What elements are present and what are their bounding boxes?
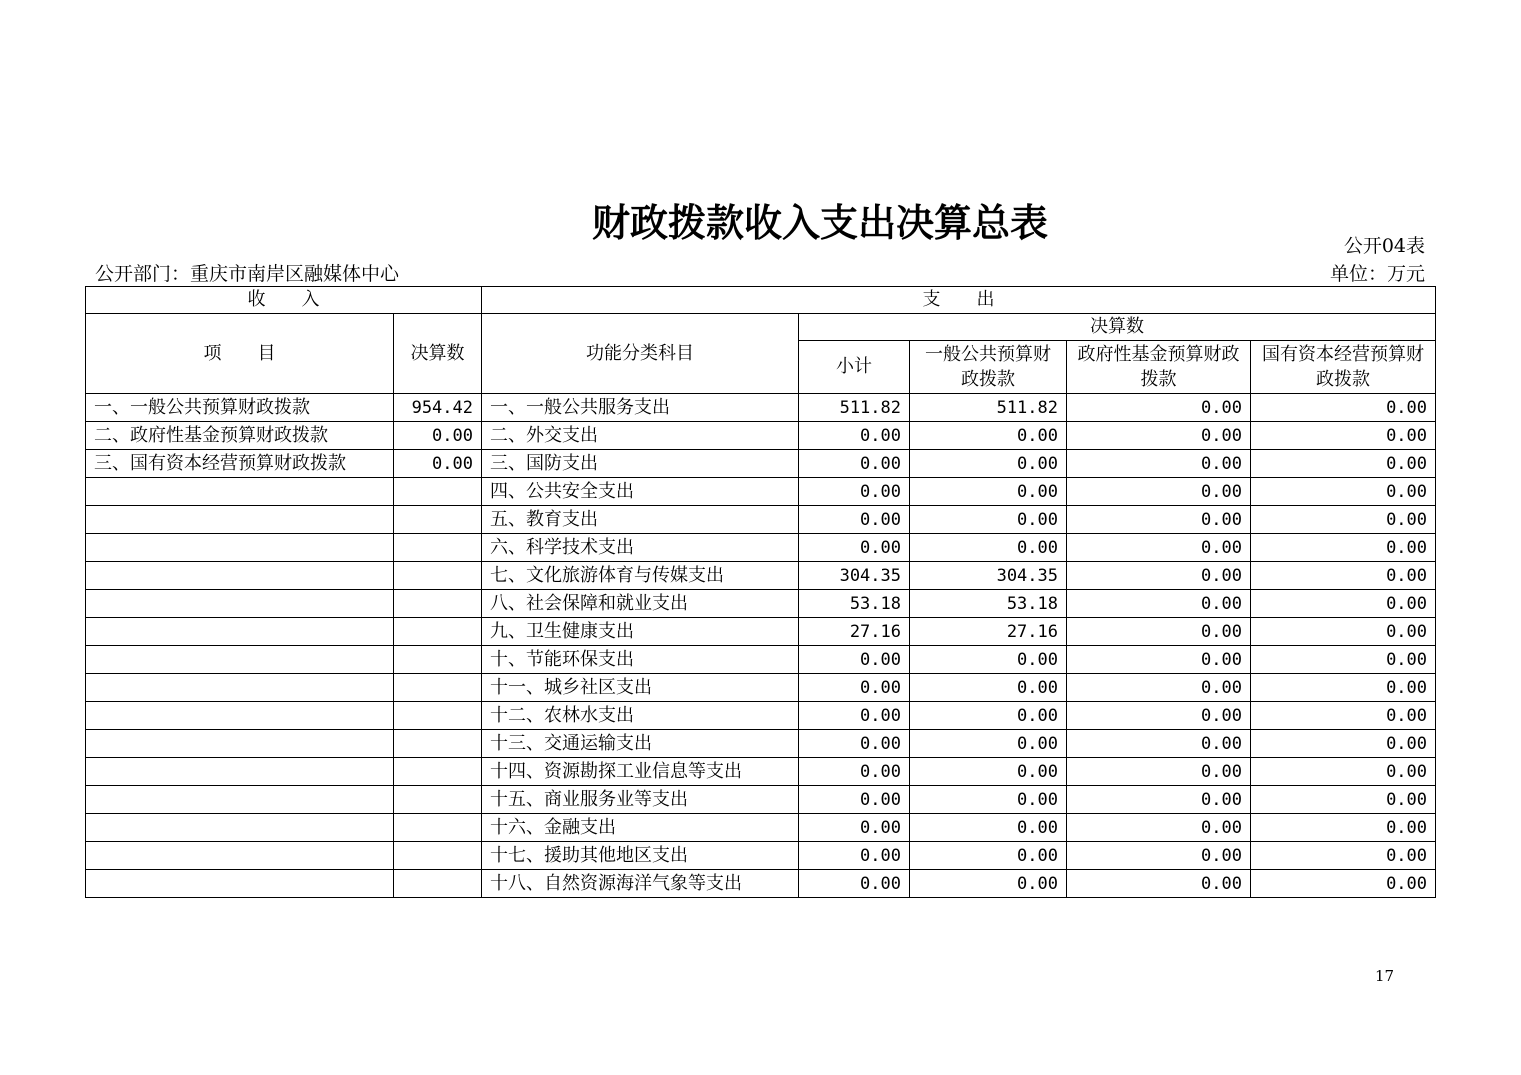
table-row — [86, 534, 1436, 562]
subtotal-header: 小计 — [799, 341, 910, 394]
gov-fund-cell: 0.00 — [1067, 506, 1251, 534]
gov-fund-cell: 0.00 — [1067, 814, 1251, 842]
income-item-cell — [86, 842, 394, 870]
gov-fund-cell: 0.00 — [1067, 730, 1251, 758]
category-cell: 十六、金融支出 — [482, 814, 799, 842]
general-budget-cell: 53.18 — [910, 590, 1067, 618]
category-cell: 一、一般公共服务支出 — [482, 394, 799, 422]
income-amount-cell — [394, 730, 482, 758]
category-cell: 十五、商业服务业等支出 — [482, 786, 799, 814]
department-label: 公开部门：重庆市南岸区融媒体中心 — [95, 263, 400, 285]
income-header: 收 入 — [86, 287, 482, 314]
income-item-cell — [86, 702, 394, 730]
category-cell: 十二、农林水支出 — [482, 702, 799, 730]
income-item-cell — [86, 646, 394, 674]
category-cell: 十四、资源勘探工业信息等支出 — [482, 758, 799, 786]
income-item-cell — [86, 478, 394, 506]
income-item-cell — [86, 506, 394, 534]
table-row — [86, 506, 1436, 534]
income-item-cell — [86, 786, 394, 814]
income-amount-cell: 954.42 — [394, 394, 482, 422]
state-capital-cell: 0.00 — [1251, 870, 1436, 898]
gov-fund-cell: 0.00 — [1067, 562, 1251, 590]
general-budget-cell: 0.00 — [910, 702, 1067, 730]
subtotal-cell: 0.00 — [799, 814, 910, 842]
state-capital-cell: 0.00 — [1251, 702, 1436, 730]
general-budget-cell: 0.00 — [910, 646, 1067, 674]
category-cell: 二、外交支出 — [482, 422, 799, 450]
subtotal-cell: 0.00 — [799, 506, 910, 534]
general-budget-cell: 0.00 — [910, 870, 1067, 898]
general-budget-cell: 0.00 — [910, 730, 1067, 758]
category-cell: 四、公共安全支出 — [482, 478, 799, 506]
subtotal-cell: 0.00 — [799, 842, 910, 870]
category-cell: 六、科学技术支出 — [482, 534, 799, 562]
gov-fund-cell: 0.00 — [1067, 422, 1251, 450]
general-budget-cell: 0.00 — [910, 814, 1067, 842]
income-item-cell — [86, 618, 394, 646]
category-cell: 十七、援助其他地区支出 — [482, 842, 799, 870]
income-amount-cell — [394, 534, 482, 562]
gov-fund-cell: 0.00 — [1067, 674, 1251, 702]
state-capital-cell: 0.00 — [1251, 450, 1436, 478]
state-capital-cell: 0.00 — [1251, 618, 1436, 646]
function-category-header: 功能分类科目 — [482, 314, 799, 394]
state-capital-cell: 0.00 — [1251, 786, 1436, 814]
subtotal-cell: 0.00 — [799, 786, 910, 814]
general-budget-cell: 0.00 — [910, 450, 1067, 478]
category-cell: 十八、自然资源海洋气象等支出 — [482, 870, 799, 898]
income-amount-cell: 0.00 — [394, 450, 482, 478]
subtotal-cell: 304.35 — [799, 562, 910, 590]
income-final-amount-header: 决算数 — [394, 314, 482, 394]
expenditure-header: 支 出 — [482, 287, 1436, 314]
income-item-cell — [86, 534, 394, 562]
income-amount-cell — [394, 646, 482, 674]
income-item-cell — [86, 814, 394, 842]
table-row — [86, 730, 1436, 758]
gov-fund-cell: 0.00 — [1067, 870, 1251, 898]
general-budget-header: 一般公共预算财政拨款 — [910, 341, 1067, 394]
subtotal-cell: 0.00 — [799, 870, 910, 898]
table-row — [86, 478, 1436, 506]
income-item-cell — [86, 758, 394, 786]
state-capital-cell: 0.00 — [1251, 562, 1436, 590]
income-amount-cell — [394, 562, 482, 590]
general-budget-cell: 304.35 — [910, 562, 1067, 590]
state-capital-cell: 0.00 — [1251, 814, 1436, 842]
final-amount-group-header: 决算数 — [799, 314, 1436, 341]
subtotal-cell: 0.00 — [799, 450, 910, 478]
subtotal-cell: 0.00 — [799, 478, 910, 506]
state-capital-cell: 0.00 — [1251, 394, 1436, 422]
category-cell: 五、教育支出 — [482, 506, 799, 534]
income-item-cell — [86, 674, 394, 702]
subtotal-cell: 0.00 — [799, 758, 910, 786]
income-item-cell — [86, 870, 394, 898]
general-budget-cell: 0.00 — [910, 786, 1067, 814]
gov-fund-cell: 0.00 — [1067, 450, 1251, 478]
income-amount-cell — [394, 478, 482, 506]
gov-fund-cell: 0.00 — [1067, 646, 1251, 674]
state-capital-cell: 0.00 — [1251, 842, 1436, 870]
income-item-cell: 二、政府性基金预算财政拨款 — [86, 422, 394, 450]
category-cell: 三、国防支出 — [482, 450, 799, 478]
general-budget-cell: 511.82 — [910, 394, 1067, 422]
item-header: 项 目 — [86, 314, 394, 394]
gov-fund-budget-header: 政府性基金预算财政拨款 — [1067, 341, 1251, 394]
table-row — [86, 842, 1436, 870]
state-capital-cell: 0.00 — [1251, 478, 1436, 506]
form-number: 公开04表 — [1343, 235, 1425, 257]
table-row — [86, 870, 1436, 898]
table-row — [86, 814, 1436, 842]
state-capital-cell: 0.00 — [1251, 730, 1436, 758]
table-row — [86, 562, 1436, 590]
table-row — [86, 758, 1436, 786]
income-item-cell — [86, 590, 394, 618]
gov-fund-cell: 0.00 — [1067, 478, 1251, 506]
gov-fund-cell: 0.00 — [1067, 758, 1251, 786]
category-cell: 八、社会保障和就业支出 — [482, 590, 799, 618]
state-capital-cell: 0.00 — [1251, 422, 1436, 450]
header-row-1 — [86, 287, 1436, 314]
table-row — [86, 786, 1436, 814]
income-item-cell — [86, 562, 394, 590]
general-budget-cell: 0.00 — [910, 478, 1067, 506]
gov-fund-cell: 0.00 — [1067, 618, 1251, 646]
subtotal-cell: 0.00 — [799, 534, 910, 562]
category-cell: 十、节能环保支出 — [482, 646, 799, 674]
state-capital-cell: 0.00 — [1251, 758, 1436, 786]
income-amount-cell — [394, 814, 482, 842]
income-amount-cell — [394, 870, 482, 898]
subtotal-cell: 0.00 — [799, 674, 910, 702]
unit-label: 单位：万元 — [1329, 263, 1425, 285]
income-amount-cell — [394, 506, 482, 534]
category-cell: 七、文化旅游体育与传媒支出 — [482, 562, 799, 590]
table-row — [86, 450, 1436, 478]
subtotal-cell: 53.18 — [799, 590, 910, 618]
gov-fund-cell: 0.00 — [1067, 842, 1251, 870]
state-capital-cell: 0.00 — [1251, 506, 1436, 534]
subtotal-cell: 511.82 — [799, 394, 910, 422]
subtotal-cell: 0.00 — [799, 646, 910, 674]
table-row — [86, 618, 1436, 646]
income-amount-cell — [394, 758, 482, 786]
income-item-cell: 一、一般公共预算财政拨款 — [86, 394, 394, 422]
income-amount-cell — [394, 590, 482, 618]
income-amount-cell — [394, 674, 482, 702]
table-row — [86, 394, 1436, 422]
general-budget-cell: 0.00 — [910, 422, 1067, 450]
general-budget-cell: 0.00 — [910, 534, 1067, 562]
fiscal-appropriation-table — [85, 286, 1436, 898]
table-row — [86, 422, 1436, 450]
page-number: 17 — [1375, 967, 1395, 985]
general-budget-cell: 0.00 — [910, 506, 1067, 534]
table-row — [86, 702, 1436, 730]
income-amount-cell: 0.00 — [394, 422, 482, 450]
gov-fund-cell: 0.00 — [1067, 394, 1251, 422]
gov-fund-cell: 0.00 — [1067, 786, 1251, 814]
category-cell: 十一、城乡社区支出 — [482, 674, 799, 702]
subtotal-cell: 0.00 — [799, 730, 910, 758]
income-amount-cell — [394, 702, 482, 730]
subtotal-cell: 0.00 — [799, 702, 910, 730]
general-budget-cell: 0.00 — [910, 674, 1067, 702]
income-amount-cell — [394, 842, 482, 870]
income-amount-cell — [394, 786, 482, 814]
state-capital-cell: 0.00 — [1251, 646, 1436, 674]
state-capital-cell: 0.00 — [1251, 590, 1436, 618]
income-item-cell — [86, 730, 394, 758]
gov-fund-cell: 0.00 — [1067, 534, 1251, 562]
state-capital-cell: 0.00 — [1251, 534, 1436, 562]
state-capital-budget-header: 国有资本经营预算财政拨款 — [1251, 341, 1436, 394]
page-title: 财政拨款收入支出决算总表 — [591, 200, 1048, 245]
general-budget-cell: 0.00 — [910, 842, 1067, 870]
general-budget-cell: 27.16 — [910, 618, 1067, 646]
subtotal-cell: 27.16 — [799, 618, 910, 646]
header-row-2 — [86, 314, 1436, 341]
table-row — [86, 646, 1436, 674]
general-budget-cell: 0.00 — [910, 758, 1067, 786]
state-capital-cell: 0.00 — [1251, 674, 1436, 702]
category-cell: 十三、交通运输支出 — [482, 730, 799, 758]
income-item-cell: 三、国有资本经营预算财政拨款 — [86, 450, 394, 478]
table-row — [86, 674, 1436, 702]
gov-fund-cell: 0.00 — [1067, 702, 1251, 730]
income-amount-cell — [394, 618, 482, 646]
gov-fund-cell: 0.00 — [1067, 590, 1251, 618]
category-cell: 九、卫生健康支出 — [482, 618, 799, 646]
subtotal-cell: 0.00 — [799, 422, 910, 450]
table-row — [86, 590, 1436, 618]
